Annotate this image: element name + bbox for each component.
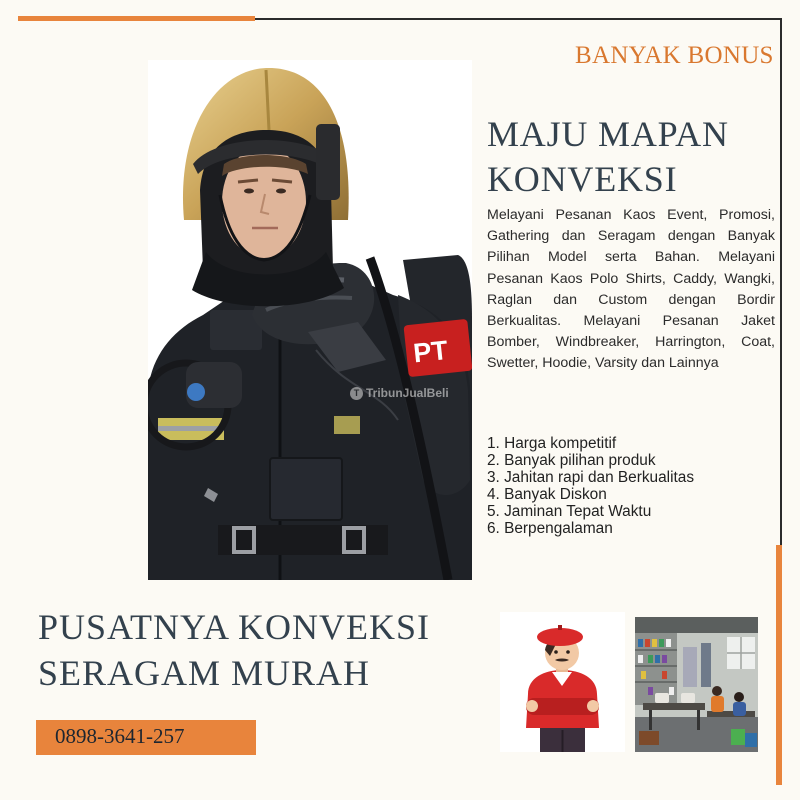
feature-item: 3. Jahitan rapi dan Berkualitas <box>487 469 695 486</box>
right-accent-bar <box>776 545 782 785</box>
firefighter-photo <box>148 60 472 580</box>
feature-item: 4. Banyak Diskon <box>487 486 607 503</box>
mascot-illustration <box>500 612 625 752</box>
head <box>192 124 344 306</box>
feature-item: 1. Harga kompetitif <box>487 435 617 452</box>
watermark-text: TribunJualBeli <box>366 386 449 400</box>
mascot-pants <box>540 724 585 752</box>
tagline-line1: PUSATNYA KONVEKSI <box>38 607 431 647</box>
brand-title-line2: KONVEKSI <box>487 159 678 199</box>
armband <box>403 319 472 377</box>
bonus-label: BANYAK BONUS <box>575 42 774 69</box>
brand-title <box>487 112 729 202</box>
tagline-line2: SERAGAM MURAH <box>38 653 371 693</box>
tribun-logo-icon: T <box>350 387 363 400</box>
top-frame-line <box>255 18 782 20</box>
tagline <box>38 604 430 696</box>
phone-number[interactable]: 0898-3641-257 <box>55 724 185 748</box>
top-accent-bar <box>18 16 255 21</box>
mascot-shirt <box>526 670 599 728</box>
feature-item: 2. Banyak pilihan produk <box>487 452 656 469</box>
watermark <box>350 386 449 400</box>
windows <box>727 637 755 669</box>
armband-text: PT <box>411 335 450 369</box>
brand-title-line1: MAJU MAPAN <box>487 114 729 154</box>
feature-list <box>487 435 772 537</box>
workshop-photo <box>635 617 758 752</box>
feature-item: 5. Jaminan Tepat Waktu <box>487 503 652 520</box>
feature-item: 6. Berpengalaman <box>487 520 613 537</box>
phone-box[interactable] <box>36 720 256 755</box>
right-frame-line <box>780 18 782 545</box>
description: Melayani Pesanan Kaos Event, Promosi, Gathering dan Seragam dengan Banyak Pilihan Model serta Bahan. Melayani Pesanan Kaos Polo Shirts, Caddy, Wangki, Raglan dan Custom dengan Bordir Berkualitas. Melayani Pesanan Jaket Bomber, Windbreaker, Harrington, Coat, Swetter, Hoodie, Varsity dan Lainnya <box>487 207 775 372</box>
